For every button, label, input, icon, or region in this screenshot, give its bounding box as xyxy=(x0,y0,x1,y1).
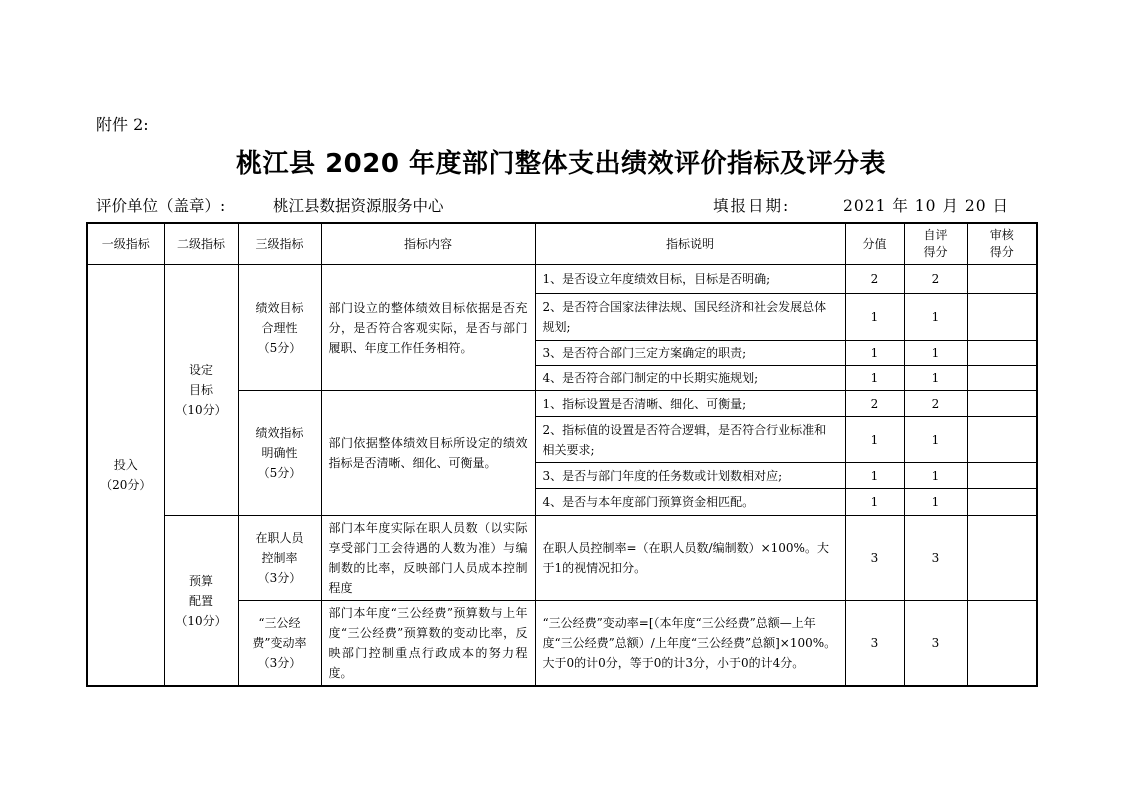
self-score-cell: 3 xyxy=(904,601,967,687)
score-cell: 1 xyxy=(845,417,904,463)
score-cell: 1 xyxy=(845,366,904,391)
audit-score-cell xyxy=(967,516,1037,601)
audit-score-cell xyxy=(967,417,1037,463)
content-cell: 部门依据整体绩效目标所设定的绩效指标是否清晰、细化、可衡量。 xyxy=(321,391,535,516)
self-score-cell: 1 xyxy=(904,463,967,489)
description-cell: “三公经费”变动率=[（本年度“三公经费”总额—上年度“三公经费”总额）/上年度“三公经费”总额]×100%。大于0的计0分，等于0的计3分，小于0的计4分。 xyxy=(535,601,845,687)
description-cell: 4、是否符合部门制定的中长期实施规划; xyxy=(535,366,845,391)
content-cell: 部门设立的整体绩效目标依据是否充分，是否符合客观实际，是否与部门履职、年度工作任务相符。 xyxy=(321,265,535,391)
content-cell: 部门本年度“三公经费”预算数与上年度“三公经费”预算数的变动比率，反映部门控制重点行政成本的努力程度。 xyxy=(321,601,535,687)
header-self-score xyxy=(904,223,967,265)
audit-score-cell xyxy=(967,463,1037,489)
header-level1: 一级指标 xyxy=(87,223,164,265)
self-score-cell: 1 xyxy=(904,294,967,341)
description-cell: 在职人员控制率=（在职人员数/编制数）×100%。大于1的视情况扣分。 xyxy=(535,516,845,601)
audit-score-cell xyxy=(967,265,1037,294)
header-content: 指标内容 xyxy=(321,223,535,265)
audit-score-cell xyxy=(967,366,1037,391)
self-score-cell: 1 xyxy=(904,341,967,366)
content-cell: 部门本年度实际在职人员数（以实际享受部门工会待遇的人数为准）与编制数的比率，反映部门人员成本控制程度 xyxy=(321,516,535,601)
header-self-score-text: 自评得分 xyxy=(923,228,948,259)
level3-name: 绩效指标明确性 xyxy=(255,426,304,460)
level1-name: 投入 xyxy=(113,458,138,472)
self-score-cell: 1 xyxy=(904,489,967,516)
table-row xyxy=(87,516,1037,601)
self-score-cell: 2 xyxy=(904,265,967,294)
self-score-cell: 2 xyxy=(904,391,967,417)
level2-points: （10分） xyxy=(175,613,227,628)
audit-score-cell xyxy=(967,341,1037,366)
level3-cell xyxy=(238,601,321,687)
level3-name: “三公经费”变动率（3分） xyxy=(252,616,307,670)
attachment-label: 附件 2: xyxy=(96,115,149,134)
description-cell: 4、是否与本年度部门预算资金相匹配。 xyxy=(535,489,845,516)
date-label: 填报日期: xyxy=(713,197,791,215)
score-cell: 1 xyxy=(845,463,904,489)
unit-value: 桃江县数据资源服务中心 xyxy=(273,197,444,215)
unit-label: 评价单位（盖章）: xyxy=(96,197,226,215)
level2-points: （10分） xyxy=(175,403,227,417)
level1-cell xyxy=(87,265,164,687)
header-audit-score-text: 审核得分 xyxy=(989,228,1014,259)
level3-name: 绩效目标合理性 xyxy=(255,300,304,335)
description-cell: 3、是否与部门年度的任务数或计划数相对应; xyxy=(535,463,845,489)
score-cell: 3 xyxy=(845,601,904,687)
level1-points: （20分） xyxy=(100,478,152,492)
audit-score-cell xyxy=(967,489,1037,516)
self-score-cell: 1 xyxy=(904,417,967,463)
header-level2: 二级指标 xyxy=(164,223,238,265)
level3-points: （5分） xyxy=(257,466,302,480)
level2-name: 预算配置 xyxy=(188,573,213,608)
score-cell: 2 xyxy=(845,265,904,294)
table-header-row xyxy=(87,223,1037,265)
level2-cell-budget xyxy=(164,516,238,687)
score-cell: 1 xyxy=(845,294,904,341)
description-cell: 2、是否符合国家法律法规、国民经济和社会发展总体规划; xyxy=(535,294,845,341)
date-value: 2021 年 10 月 20 日 xyxy=(843,197,1010,215)
self-score-cell: 3 xyxy=(904,516,967,601)
level3-cell xyxy=(238,391,321,516)
level2-cell-target xyxy=(164,265,238,516)
self-score-cell: 1 xyxy=(904,366,967,391)
table-row xyxy=(87,265,1037,294)
score-cell: 1 xyxy=(845,341,904,366)
level3-cell xyxy=(238,265,321,391)
audit-score-cell xyxy=(967,601,1037,687)
description-cell: 3、是否符合部门三定方案确定的职责; xyxy=(535,341,845,366)
level3-cell xyxy=(238,516,321,601)
description-cell: 2、指标值的设置是否符合逻辑，是否符合行业标准和相关要求; xyxy=(535,417,845,463)
evaluation-table xyxy=(86,222,1038,687)
audit-score-cell xyxy=(967,391,1037,417)
level3-name: 在职人员控制率 xyxy=(255,531,304,565)
score-cell: 2 xyxy=(845,391,904,417)
level2-name: 设定目标 xyxy=(188,363,213,397)
description-cell: 1、指标设置是否清晰、细化、可衡量; xyxy=(535,391,845,417)
level3-points: （3分） xyxy=(257,571,302,585)
audit-score-cell xyxy=(967,294,1037,341)
level3-points: （5分） xyxy=(257,340,302,355)
description-cell: 1、是否设立年度绩效目标，目标是否明确; xyxy=(535,265,845,294)
header-audit-score xyxy=(967,223,1037,265)
header-level3: 三级指标 xyxy=(238,223,321,265)
page-title: 桃江县 2020 年度部门整体支出绩效评价指标及评分表 xyxy=(236,149,886,179)
header-description: 指标说明 xyxy=(535,223,845,265)
score-cell: 1 xyxy=(845,489,904,516)
header-score: 分值 xyxy=(845,223,904,265)
score-cell: 3 xyxy=(845,516,904,601)
